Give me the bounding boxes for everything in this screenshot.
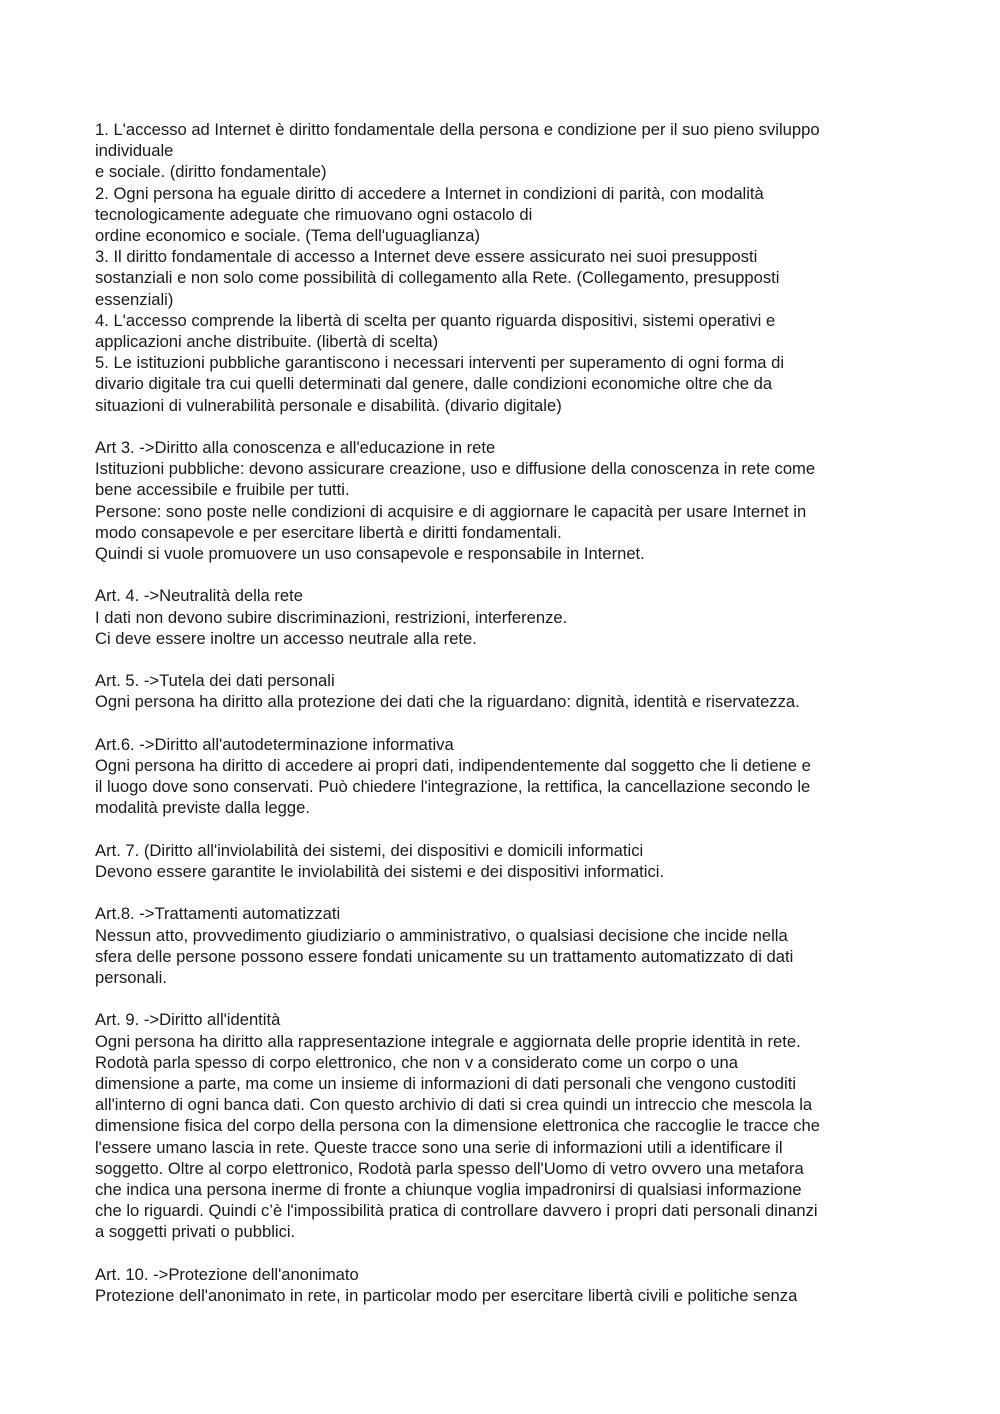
text-line: situazioni di vulnerabilità personale e disabilità. (divario digitale) <box>95 395 562 415</box>
text-line: il luogo dove sono conservati. Può chiedere l'integrazione, la rettifica, la cancellazione secondo le <box>95 777 811 797</box>
text-line: che lo riguardi. Quindi c’è l'impossibilità pratica di controllare davvero i propri dati personali dinanzi <box>95 1201 818 1221</box>
text-line: Ci deve essere inoltre un accesso neutrale alla rete. <box>95 628 477 648</box>
article-heading-line: Art. 7. (Diritto all'inviolabilità dei sistemi, dei dispositivi e domicili informatici <box>95 840 644 860</box>
text-line: Devono essere garantite le inviolabilità dei sistemi e dei dispositivi informatici. <box>95 862 665 882</box>
paragraph-spacer <box>95 1243 925 1264</box>
text-line: Protezione dell'anonimato in rete, in particolar modo per esercitare libertà civili e politiche senza <box>95 1286 798 1306</box>
text-line: dimensione a parte, ma come un insieme di informazioni di dati personali che vengono custoditi <box>95 1074 797 1094</box>
text-line: essenziali) <box>95 289 174 309</box>
text-line: e sociale. (diritto fondamentale) <box>95 162 327 182</box>
text-line: I dati non devono subire discriminazioni, restrizioni, interferenze. <box>95 607 568 627</box>
text-line: Quindi si vuole promuovere un uso consapevole e responsabile in Internet. <box>95 544 645 564</box>
text-line: 2. Ogni persona ha eguale diritto di accedere a Internet in condizioni di parità, con modalità <box>95 183 764 203</box>
paragraph-spacer <box>95 713 925 734</box>
article-paragraph <box>95 840 925 882</box>
text-line: 1. L'accesso ad Internet è diritto fondamentale della persona e condizione per il suo pieno sviluppo <box>95 120 820 139</box>
document-body <box>95 119 925 1306</box>
article-heading-line: Art.6. ->Diritto all'autodeterminazione informativa <box>95 734 454 754</box>
article-heading-line: Art 3. ->Diritto alla conoscenza e all'educazione in rete <box>95 438 496 458</box>
text-line: Rodotà parla spesso di corpo elettronico, che non v a considerato come un corpo o una <box>95 1052 738 1072</box>
text-line: Persone: sono poste nelle condizioni di acquisire e di aggiornare le capacità per usare Internet in <box>95 501 807 521</box>
text-line: personali. <box>95 968 167 988</box>
text-line: divario digitale tra cui quelli determinati dal genere, dalle condizioni economiche oltre che da <box>95 374 773 394</box>
text-line: individuale <box>95 141 174 161</box>
text-line: Istituzioni pubbliche: devono assicurare creazione, uso e diffusione della conoscenza in rete come <box>95 459 816 479</box>
text-line: sfera delle persone possono essere fondati unicamente su un trattamento automatizzato di dati <box>95 946 794 966</box>
paragraph-spacer <box>95 988 925 1009</box>
article-paragraph <box>95 1009 925 1242</box>
article-paragraph <box>95 585 925 649</box>
article-paragraph <box>95 734 925 819</box>
text-line: bene accessibile e fruibile per tutti. <box>95 480 350 500</box>
text-line: Ogni persona ha diritto alla protezione dei dati che la riguardano: dignità, identità e riservatezza. <box>95 692 800 712</box>
text-line: dimensione fisica del corpo della persona con la dimensione elettronica che raccoglie le tracce che <box>95 1116 821 1136</box>
paragraph-spacer <box>95 564 925 585</box>
article-paragraph <box>95 670 925 712</box>
text-line: 4. L'accesso comprende la libertà di scelta per quanto riguarda dispositivi, sistemi operativi e <box>95 310 776 330</box>
paragraph-spacer <box>95 819 925 840</box>
text-line: Nessun atto, provvedimento giudiziario o amministrativo, o qualsiasi decisione che incide nella <box>95 925 788 945</box>
text-line: Ogni persona ha diritto alla rappresentazione integrale e aggiornata delle proprie identità in rete. <box>95 1031 801 1051</box>
text-line: modo consapevole e per esercitare libertà e diritti fondamentali. <box>95 522 562 542</box>
text-line: ordine economico e sociale. (Tema dell'uguaglianza) <box>95 226 481 246</box>
article-heading-line: Art. 10. ->Protezione dell'anonimato <box>95 1264 359 1284</box>
text-line: che indica una persona inerme di fronte a chiunque voglia impadronirsi di qualsiasi informazione <box>95 1180 802 1200</box>
text-line: l'essere umano lascia in rete. Queste tracce sono una serie di informazioni utili a identificare il <box>95 1137 783 1157</box>
article-paragraph <box>95 1264 925 1306</box>
text-line: a soggetti privati o pubblici. <box>95 1222 296 1242</box>
article-heading-line: Art. 9. ->Diritto all'identità <box>95 1010 281 1030</box>
paragraph-spacer <box>95 882 925 903</box>
text-line: Ogni persona ha diritto di accedere ai propri dati, indipendentemente dal soggetto che li detiene e <box>95 756 811 776</box>
article-paragraph <box>95 437 925 564</box>
text-line: all'interno di ogni banca dati. Con questo archivio di dati si crea quindi un intreccio che mescola la <box>95 1095 813 1115</box>
text-line: modalità previste dalla legge. <box>95 798 310 818</box>
article-heading-line: Art.8. ->Trattamenti automatizzati <box>95 904 341 924</box>
article-heading-line: Art. 5. ->Tutela dei dati personali <box>95 671 335 691</box>
text-line: sostanziali e non solo come possibilità di collegamento alla Rete. (Collegamento, presupposti <box>95 268 780 288</box>
text-line: applicazioni anche distribuite. (libertà di scelta) <box>95 332 439 352</box>
paragraph-spacer <box>95 416 925 437</box>
article-heading-line: Art. 4. ->Neutralità della rete <box>95 586 303 606</box>
article-paragraph <box>95 903 925 988</box>
text-line: 5. Le istituzioni pubbliche garantiscono i necessari interventi per superamento di ogni forma di <box>95 353 785 373</box>
text-line: 3. Il diritto fondamentale di accesso a Internet deve essere assicurato nei suoi presupposti <box>95 247 758 267</box>
paragraph-spacer <box>95 649 925 670</box>
text-line: soggetto. Oltre al corpo elettronico, Rodotà parla spesso dell'Uomo di vetro ovvero una metafora <box>95 1158 804 1178</box>
intro-paragraph <box>95 119 925 416</box>
text-line: tecnologicamente adeguate che rimuovano ogni ostacolo di <box>95 204 533 224</box>
